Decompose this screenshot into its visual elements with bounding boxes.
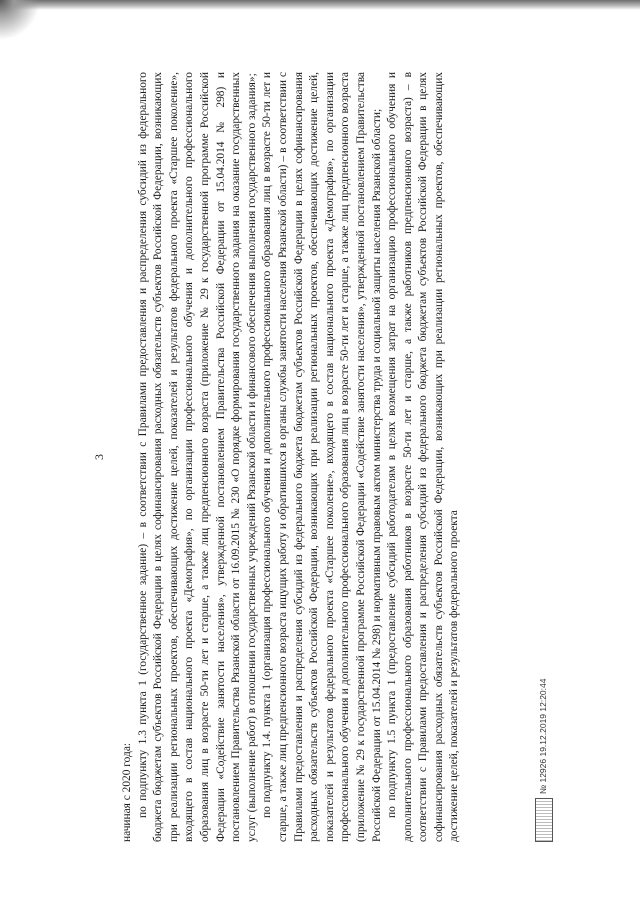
registration-stamp-text: № 12926 19.12.2019 12:20:44 <box>538 678 548 794</box>
paragraph-intro: начиная с 2020 года: <box>121 742 133 842</box>
paragraph-item-1-5: по подпункту 1.5 пункта 1 (предоставление субсидий работодателям в целях возмещения затрат на организацию профессионального обучения и дополнительного профессионального образования работников в возрасте 50-ти лет и старше, а также работников предпенсионного возраста) – в соответствии с Правилами предоставления и распределения субсидий из федерального бюджета бюджетам субъектов Российской Федерации в целях софинансирования расходных обязательств субъектов Российской Федерации, возникающих при реализации региональных проектов, обеспечивающих достижение целей, показателей и результатов федерального проекта <box>386 72 461 842</box>
scan-corner-shadow <box>0 0 44 44</box>
paragraph-item-1-3: по подпункту 1.3 пункта 1 (государственное задание) – в соответствии с Правилами предоставления и распределения субсидий из федерального бюджета бюджетам субъектов Российской Федерации в целях софинансирования расходных обязательств субъектов Российской Федерации, возникающих при реализации региональных проектов, обеспечивающих достижение целей, показателей и результатов федерального проекта «Старшее поколение», входящего в состав национального проекта «Демография», по организации профессионального обучения и дополнительного профессионального образования лиц в возрасте 50-ти лет и старше, а также лиц предпенсионного возраста (приложение № 29 к государственной программе Российской Федерации «Содействие занятости населения», утвержденной постановлением Правительства Российской Федерации от 15.04.2014 № 298) и постановлением Правительства Рязанской области от 16.09.2015 № 230 «О порядке формирования государственного задания на оказание государственных услуг (выполнение работ) в отношении государственных учреждений Рязанской области и финансового обеспечения выполнения государственного задания»; <box>136 72 258 842</box>
document-body <box>120 72 560 842</box>
page-number: 3 <box>92 454 106 460</box>
paragraph-item-1-4: по подпункту 1.4. пункта 1 (организация профессионального обучения и дополнительного профессионального образования лиц в возрасте 50-ти лет и старше, а также лиц предпенсионного возраста ищущих работу и обратившихся в органы службы занятости населения Рязанской области) – в соответствии с Правилами предоставления и распределения субсидий из федерального бюджета бюджетам субъектов Российской Федерации в целях софинансирования расходных обязательств субъектов Российской Федерации, возникающих при реализации региональных проектов, обеспечивающих достижение целей, показателей и результатов федерального проекта «Старшее поколение», входящего в состав национального проекта «Демография», по организации профессионального обучения и дополнительного профессионального образования лиц в возрасте 50-ти лет и старше, а также лиц предпенсионного возраста (приложение № 29 к государственной программе Российской Федерации «Содействие занятости населения», утвержденной постановлением Правительства Российской Федерации от 15.04.2014 № 298) и нормативным правовым актом министерства труда и социальной защиты населения Рязанской области; <box>261 72 383 842</box>
registration-stamp-image <box>535 798 553 842</box>
scan-top-edge-shadow <box>0 0 640 10</box>
registration-footer <box>532 642 558 842</box>
rotated-page-content <box>70 52 570 852</box>
